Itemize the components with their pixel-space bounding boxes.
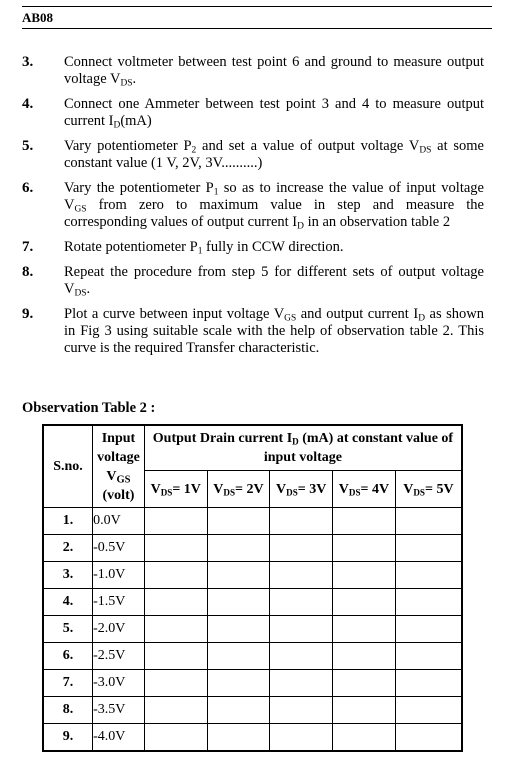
cell-drain-current: [144, 643, 207, 670]
table-row: [43, 670, 462, 697]
cell-drain-current: [270, 643, 333, 670]
cell-drain-current: [333, 562, 396, 589]
cell-vgs: -1.0V: [93, 562, 145, 589]
header-vds-column: $V_{DS}= 1V$: [144, 471, 207, 508]
step-text: Repeat the procedure from step 5 for different sets of output voltage $V_{DS}$.: [64, 264, 484, 299]
step-text: Connect one Ammeter between test point 3 and 4 to measure output current $I_D(mA)$: [64, 96, 484, 131]
header-sno: S.no.: [43, 425, 93, 508]
cell-drain-current: [395, 616, 462, 643]
observation-table: [42, 424, 463, 752]
table-row: [43, 535, 462, 562]
table-row: [43, 697, 462, 724]
cell-drain-current: [207, 670, 270, 697]
cell-drain-current: [333, 508, 396, 535]
procedure-step: [22, 180, 484, 231]
cell-drain-current: [270, 670, 333, 697]
cell-drain-current: [144, 616, 207, 643]
cell-drain-current: [207, 508, 270, 535]
cell-drain-current: [144, 562, 207, 589]
header-input-voltage: [93, 425, 145, 508]
header-vgs-unit: (volt): [102, 487, 135, 503]
table-row: [43, 724, 462, 752]
cell-drain-current: [270, 535, 333, 562]
header-output-drain-current: Output Drain current $I_D$ (mA) at constant value of input voltage: [144, 425, 462, 471]
cell-vgs: -0.5V: [93, 535, 145, 562]
cell-drain-current: [333, 697, 396, 724]
cell-vgs: -2.0V: [93, 616, 145, 643]
cell-drain-current: [270, 589, 333, 616]
cell-sno: 4.: [43, 589, 93, 616]
table-row: [43, 643, 462, 670]
step-number: 6.: [22, 180, 34, 196]
procedure-step: [22, 306, 484, 357]
cell-drain-current: [395, 589, 462, 616]
step-text: Plot a curve between input voltage $V_{GS}$ and output current $I_D$ as shown in Fig 3 using suitable scale with the help of observation table 2. This curve is the required Transfer characteristic.: [64, 306, 484, 356]
cell-sno: 1.: [43, 508, 93, 535]
table-row: [43, 508, 462, 535]
header-vds-column: $V_{DS}= 2V$: [207, 471, 270, 508]
step-number: 4.: [22, 96, 34, 112]
cell-drain-current: [144, 589, 207, 616]
cell-drain-current: [207, 616, 270, 643]
cell-drain-current: [207, 535, 270, 562]
step-text: Vary potentiometer $P_2$ and set a value of output voltage $V_{DS}$ at some constant value (1 V, 2V, 3V..........): [64, 138, 484, 171]
cell-drain-current: [270, 562, 333, 589]
cell-drain-current: [395, 535, 462, 562]
cell-sno: 5.: [43, 616, 93, 643]
cell-drain-current: [207, 589, 270, 616]
table-row: [43, 616, 462, 643]
observation-table-body: [43, 508, 462, 752]
header-vds-column: $V_{DS}= 4V$: [333, 471, 396, 508]
cell-drain-current: [395, 508, 462, 535]
step-number: 7.: [22, 239, 34, 255]
cell-drain-current: [270, 616, 333, 643]
cell-vgs: -2.5V: [93, 643, 145, 670]
procedure-step: [22, 96, 484, 130]
header-vds-column: $V_{DS}= 5V$: [395, 471, 462, 508]
cell-vgs: 0.0V: [93, 508, 145, 535]
cell-drain-current: [395, 697, 462, 724]
cell-drain-current: [144, 697, 207, 724]
procedure-steps: [22, 54, 484, 365]
cell-drain-current: [207, 724, 270, 752]
cell-drain-current: [207, 643, 270, 670]
table-row: [43, 562, 462, 589]
header-vds-column: $V_{DS}= 3V$: [270, 471, 333, 508]
cell-drain-current: [395, 643, 462, 670]
observation-table-title: Observation Table 2 :: [22, 400, 156, 416]
step-text: Vary the potentiometer $P_1$ so as to increase the value of input voltage $V_{GS}$ from zero to maximum value in step and measure the corresponding values of output current $I_D$ in an observation table 2: [64, 180, 484, 232]
cell-drain-current: [144, 535, 207, 562]
header-input-label: Input voltage: [97, 430, 140, 465]
cell-drain-current: [207, 562, 270, 589]
cell-drain-current: [270, 724, 333, 752]
cell-drain-current: [395, 670, 462, 697]
cell-vgs: -4.0V: [93, 724, 145, 752]
cell-vgs: -1.5V: [93, 589, 145, 616]
cell-sno: 8.: [43, 697, 93, 724]
cell-drain-current: [333, 589, 396, 616]
cell-drain-current: [270, 697, 333, 724]
step-number: 9.: [22, 306, 34, 322]
cell-vgs: -3.0V: [93, 670, 145, 697]
cell-sno: 2.: [43, 535, 93, 562]
procedure-step: [22, 54, 484, 88]
cell-sno: 6.: [43, 643, 93, 670]
page-header: [22, 6, 492, 29]
cell-drain-current: [395, 724, 462, 752]
cell-drain-current: [333, 616, 396, 643]
step-text: Connect voltmeter between test point 6 and ground to measure output voltage $V_{DS}$.: [64, 54, 484, 89]
cell-vgs: -3.5V: [93, 697, 145, 724]
cell-drain-current: [207, 697, 270, 724]
cell-drain-current: [144, 724, 207, 752]
cell-drain-current: [333, 535, 396, 562]
step-number: 3.: [22, 54, 34, 70]
procedure-step: [22, 239, 484, 256]
cell-drain-current: [333, 643, 396, 670]
cell-sno: 9.: [43, 724, 93, 752]
step-number: 5.: [22, 138, 34, 154]
cell-drain-current: [144, 670, 207, 697]
procedure-step: [22, 264, 484, 298]
cell-drain-current: [270, 508, 333, 535]
table-row: [43, 589, 462, 616]
cell-sno: 3.: [43, 562, 93, 589]
procedure-step: [22, 138, 484, 172]
step-number: 8.: [22, 264, 34, 280]
step-text: Rotate potentiometer $P_1$ fully in CCW direction.: [64, 239, 344, 257]
cell-sno: 7.: [43, 670, 93, 697]
cell-drain-current: [395, 562, 462, 589]
document-code: AB08: [22, 10, 54, 25]
cell-drain-current: [144, 508, 207, 535]
header-vgs-symbol: $V_{GS}$: [106, 468, 131, 486]
cell-drain-current: [333, 670, 396, 697]
cell-drain-current: [333, 724, 396, 752]
